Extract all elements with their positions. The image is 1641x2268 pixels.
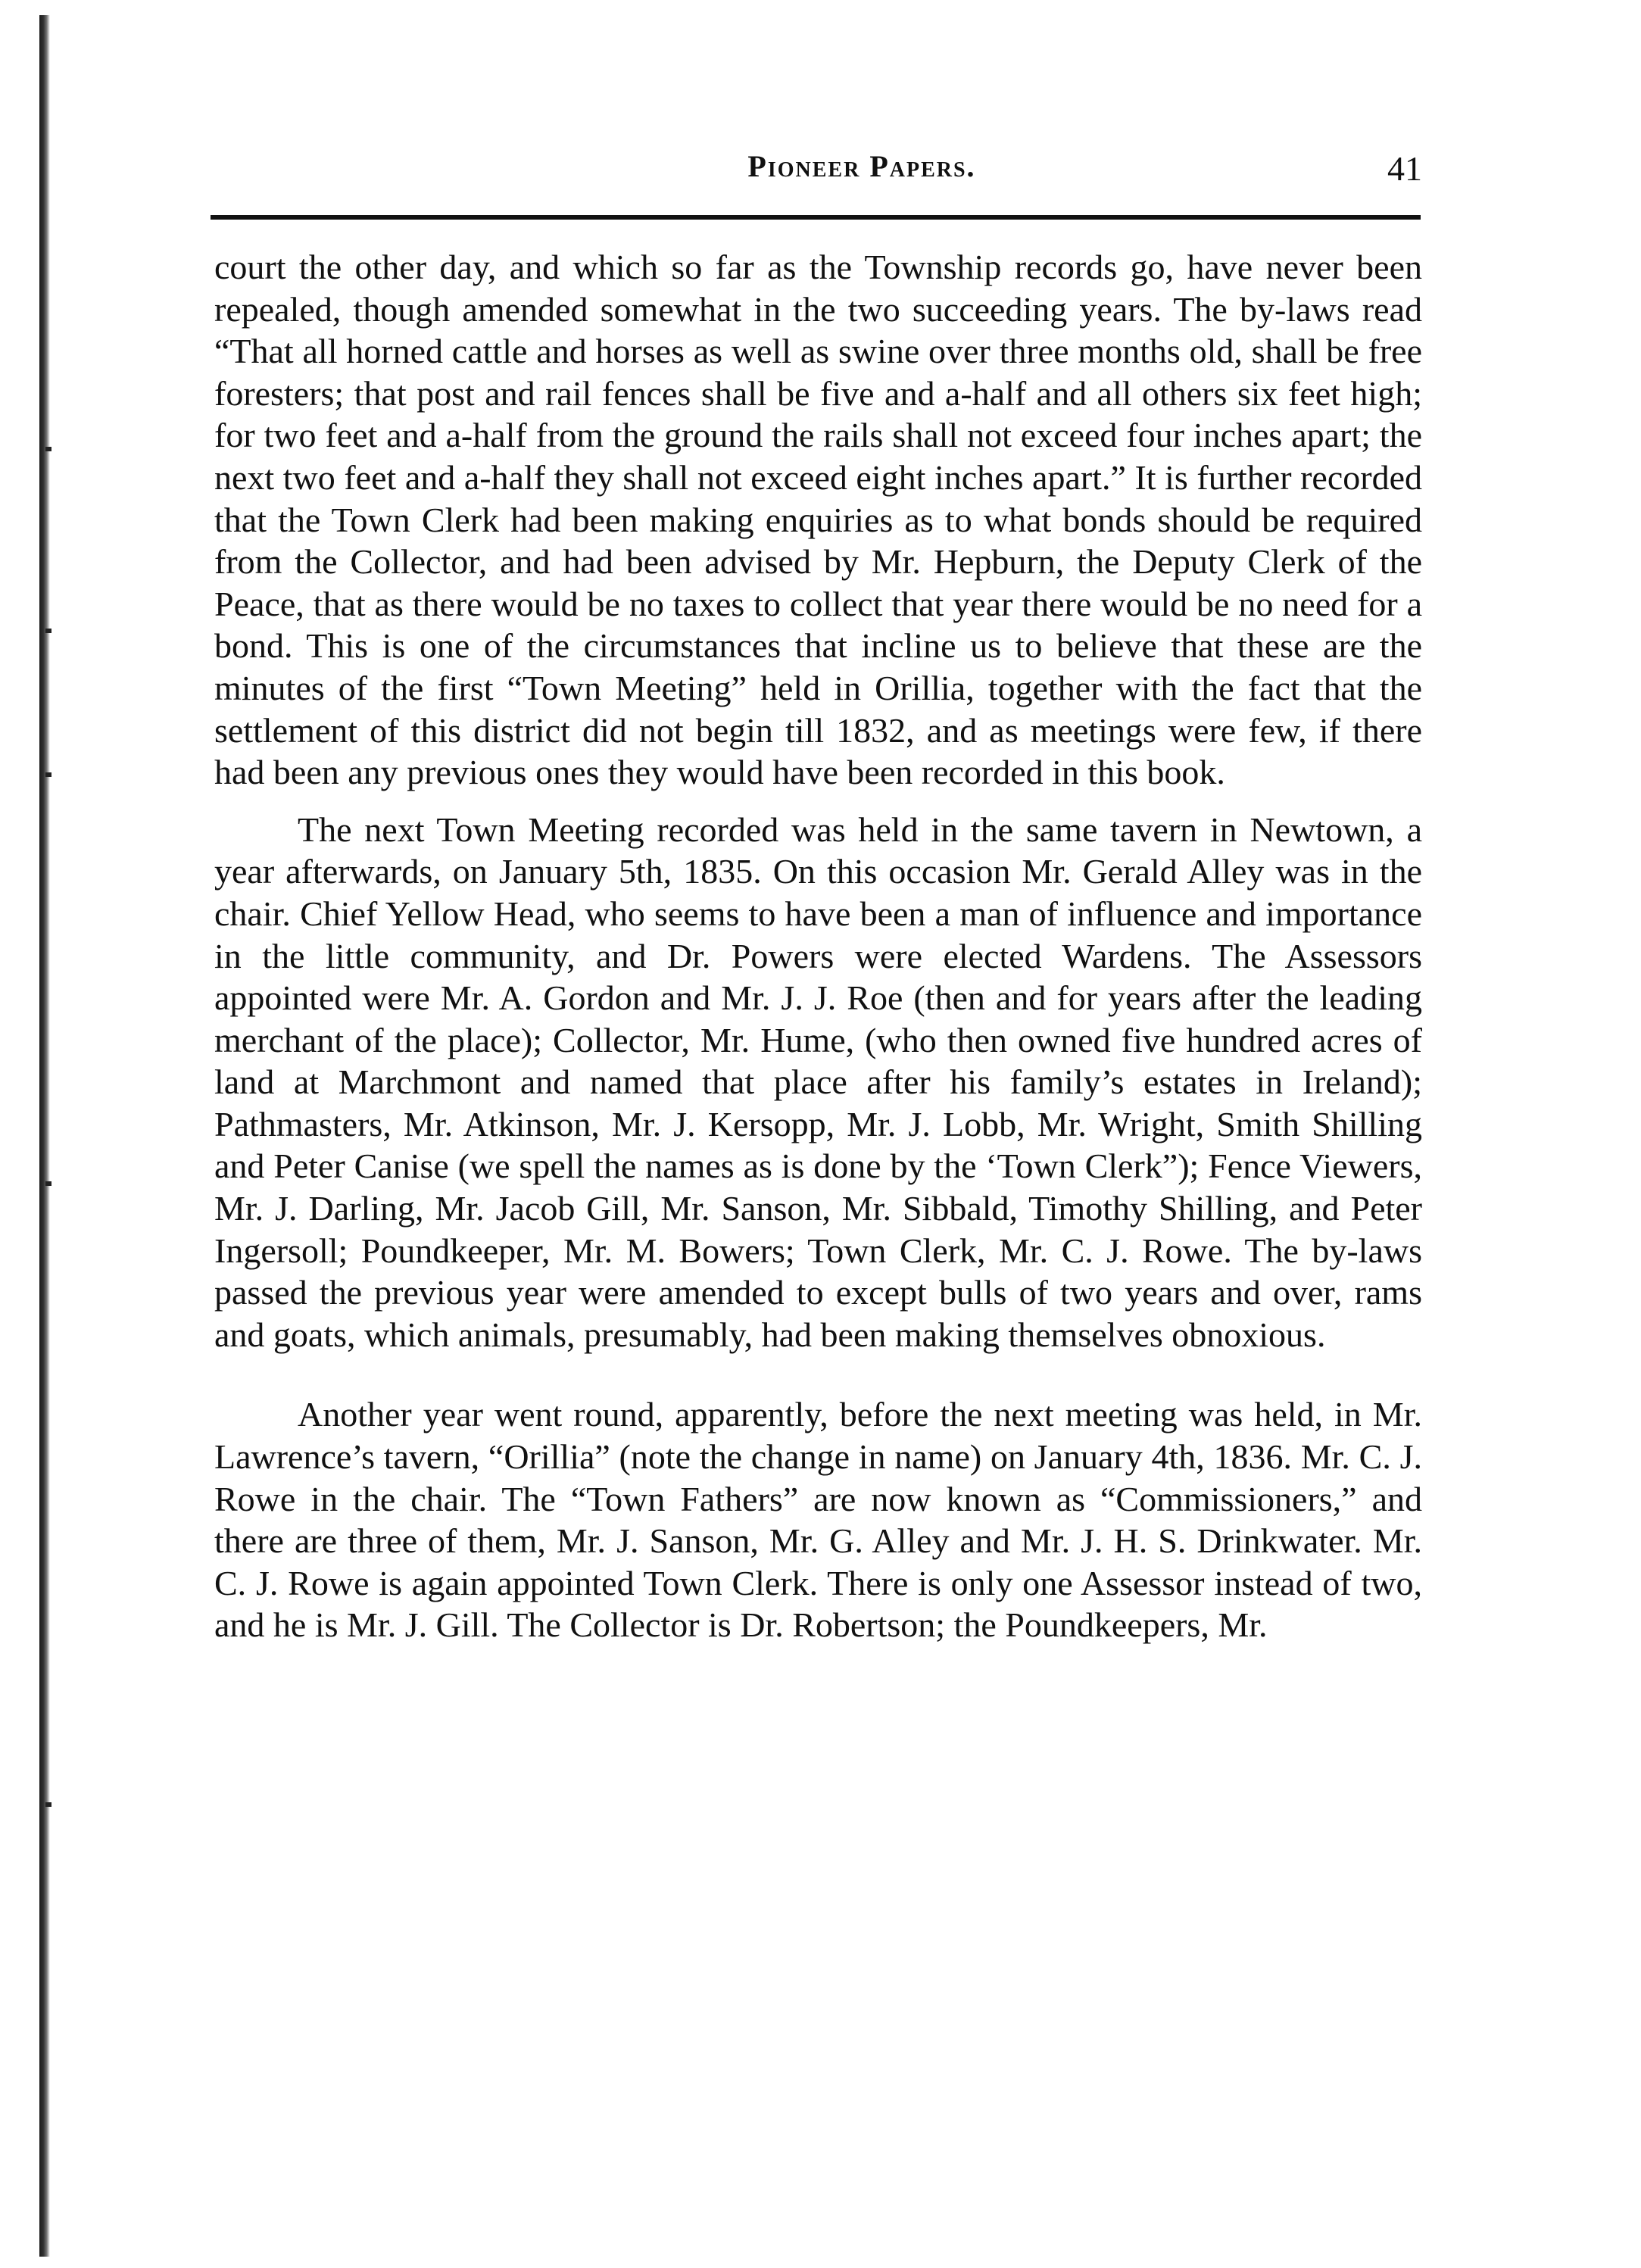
- page-number: 41: [1387, 149, 1422, 188]
- binding-mark: [45, 772, 51, 777]
- running-head: Pioneer Papers.: [747, 149, 976, 183]
- binding-mark: [45, 1802, 51, 1807]
- binding-mark: [45, 447, 51, 451]
- binding-mark: [45, 629, 51, 633]
- paragraph: Another year went round, apparently, before the next meeting was held, in Mr. Lawrence’s tavern, “Orillia” (note the change in name) on January 4th, 1836. Mr. C. J. Rowe in the chair. The “Town Fathers” are now known as “Commissioners,” and there are three of them, Mr. J. Sanson, Mr. G. Alley and Mr. J. H. S. Drinkwater. Mr. C. J. Rowe is again appointed Town Clerk. There is only one Assessor instead of two, and he is Mr. J. Gill. The Collector is Dr. Robertson; the Poundkeepers, Mr.: [214, 1395, 1422, 1645]
- paragraph: The next Town Meeting recorded was held in the same tavern in Newtown, a year afterwards, on January 5th, 1835. On this occasion Mr. Gerald Alley was in the chair. Chief Yellow Head, who seems to have been a man of influence and importance in the little community, and Dr. Powers were elected Wardens. The Assessors appointed were Mr. A. Gordon and Mr. J. J. Roe (then and for years after the leading merchant of the place); Collector, Mr. Hume, (who then owned five hundred acres of land at Marchmont and named that place after his family’s estates in Ireland); Pathmasters, Mr. Atkinson, Mr. J. Kersopp, Mr. J. Lobb, Mr. Wright, Smith Shilling and Peter Canise (we spell the names as is done by the ‘Town Clerk”); Fence Viewers, Mr. J. Darling, Mr. Jacob Gill, Mr. Sanson, Mr. Sibbald, Timothy Shilling, and Peter Ingersoll; Poundkeeper, Mr. M. Bowers; Town Clerk, Mr. C. J. Rowe. The by-laws passed the previous year were amended to except bulls of two years and over, rams and goats, which animals, presumably, had been making themselves obnoxious.: [214, 810, 1422, 1354]
- body-text: [214, 246, 1422, 1646]
- header-rule: [211, 215, 1421, 220]
- paragraph: court the other day, and which so far as the Township records go, have never been repealed, though amended somewhat in the two succeeding years. The by-laws read “That all horned cattle and horses as well as swine over three months old, shall be free foresters; that post and rail fences shall be five and a-half and all others six feet high; for two feet and a-half from the ground the rails shall not exceed four inches apart; the next two feet and a-half they shall not exceed eight inches apart.” It is further recorded that the Town Clerk had been making enquiries as to what bonds should be required from the Collector, and had been advised by Mr. Hepburn, the Deputy Clerk of the Peace, that as there would be no taxes to collect that year there would be no need for a bond. This is one of the circumstances that incline us to believe that these are the minutes of the first “Town Meeting” held in Orillia, together with the fact that the settlement of this district did not begin till 1832, and as meetings were few, if there had been any previous ones they would have been recorded in this book.: [214, 248, 1422, 792]
- page-header: [211, 148, 1422, 191]
- binding-edge: [39, 15, 50, 2257]
- binding-mark: [45, 1181, 51, 1186]
